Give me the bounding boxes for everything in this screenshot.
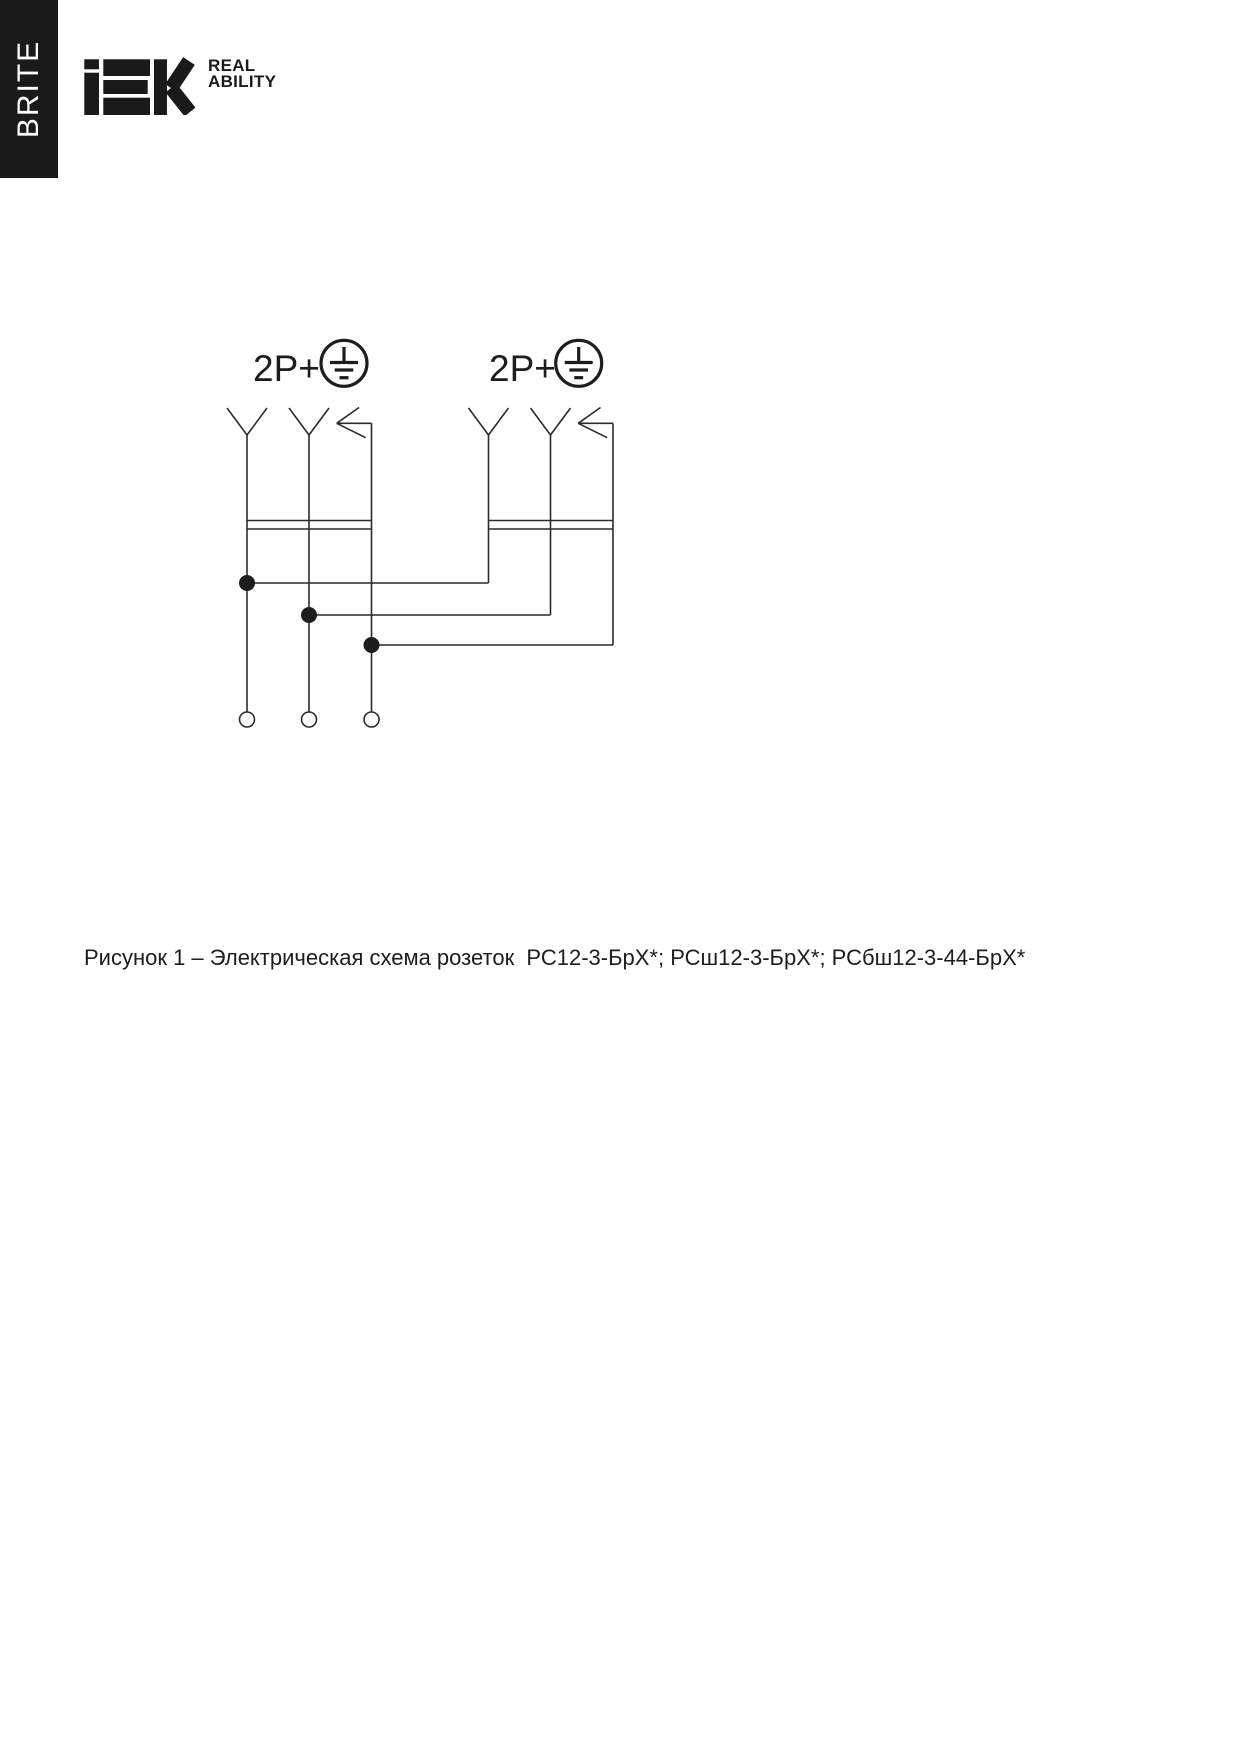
tagline-line1: REAL (208, 56, 256, 75)
protective-earth-icon (556, 340, 602, 386)
socket-group-2-label: 2P+ (489, 348, 556, 389)
terminal-circle (240, 712, 255, 727)
terminal-circle (364, 712, 379, 727)
pin-contact-icon (289, 408, 329, 712)
earth-contact-arrow-icon (337, 408, 372, 713)
junction-dot (301, 607, 317, 623)
junction-dot (364, 637, 380, 653)
socket-group-1-label: 2P+ (253, 348, 320, 389)
pin-contact-icon (469, 408, 509, 583)
protective-earth-icon (321, 340, 367, 386)
pin-contact-icon (227, 408, 267, 712)
supply-terminals (240, 712, 380, 727)
brite-label: BRITE (12, 39, 46, 139)
pin-contact-icon (531, 408, 571, 615)
figure-caption: Рисунок 1 – Электрическая схема розеток РС12-3-БрХ*; РСш12-3-БрХ*; РСбш12-3-44-БрХ* (84, 945, 1026, 970)
junction-dot (239, 575, 255, 591)
socket-group-1 (227, 340, 372, 712)
tagline-line2: ABILITY (208, 71, 277, 91)
socket-group-2 (469, 340, 614, 645)
terminal-circle (302, 712, 317, 727)
earth-contact-arrow-icon (578, 408, 613, 646)
